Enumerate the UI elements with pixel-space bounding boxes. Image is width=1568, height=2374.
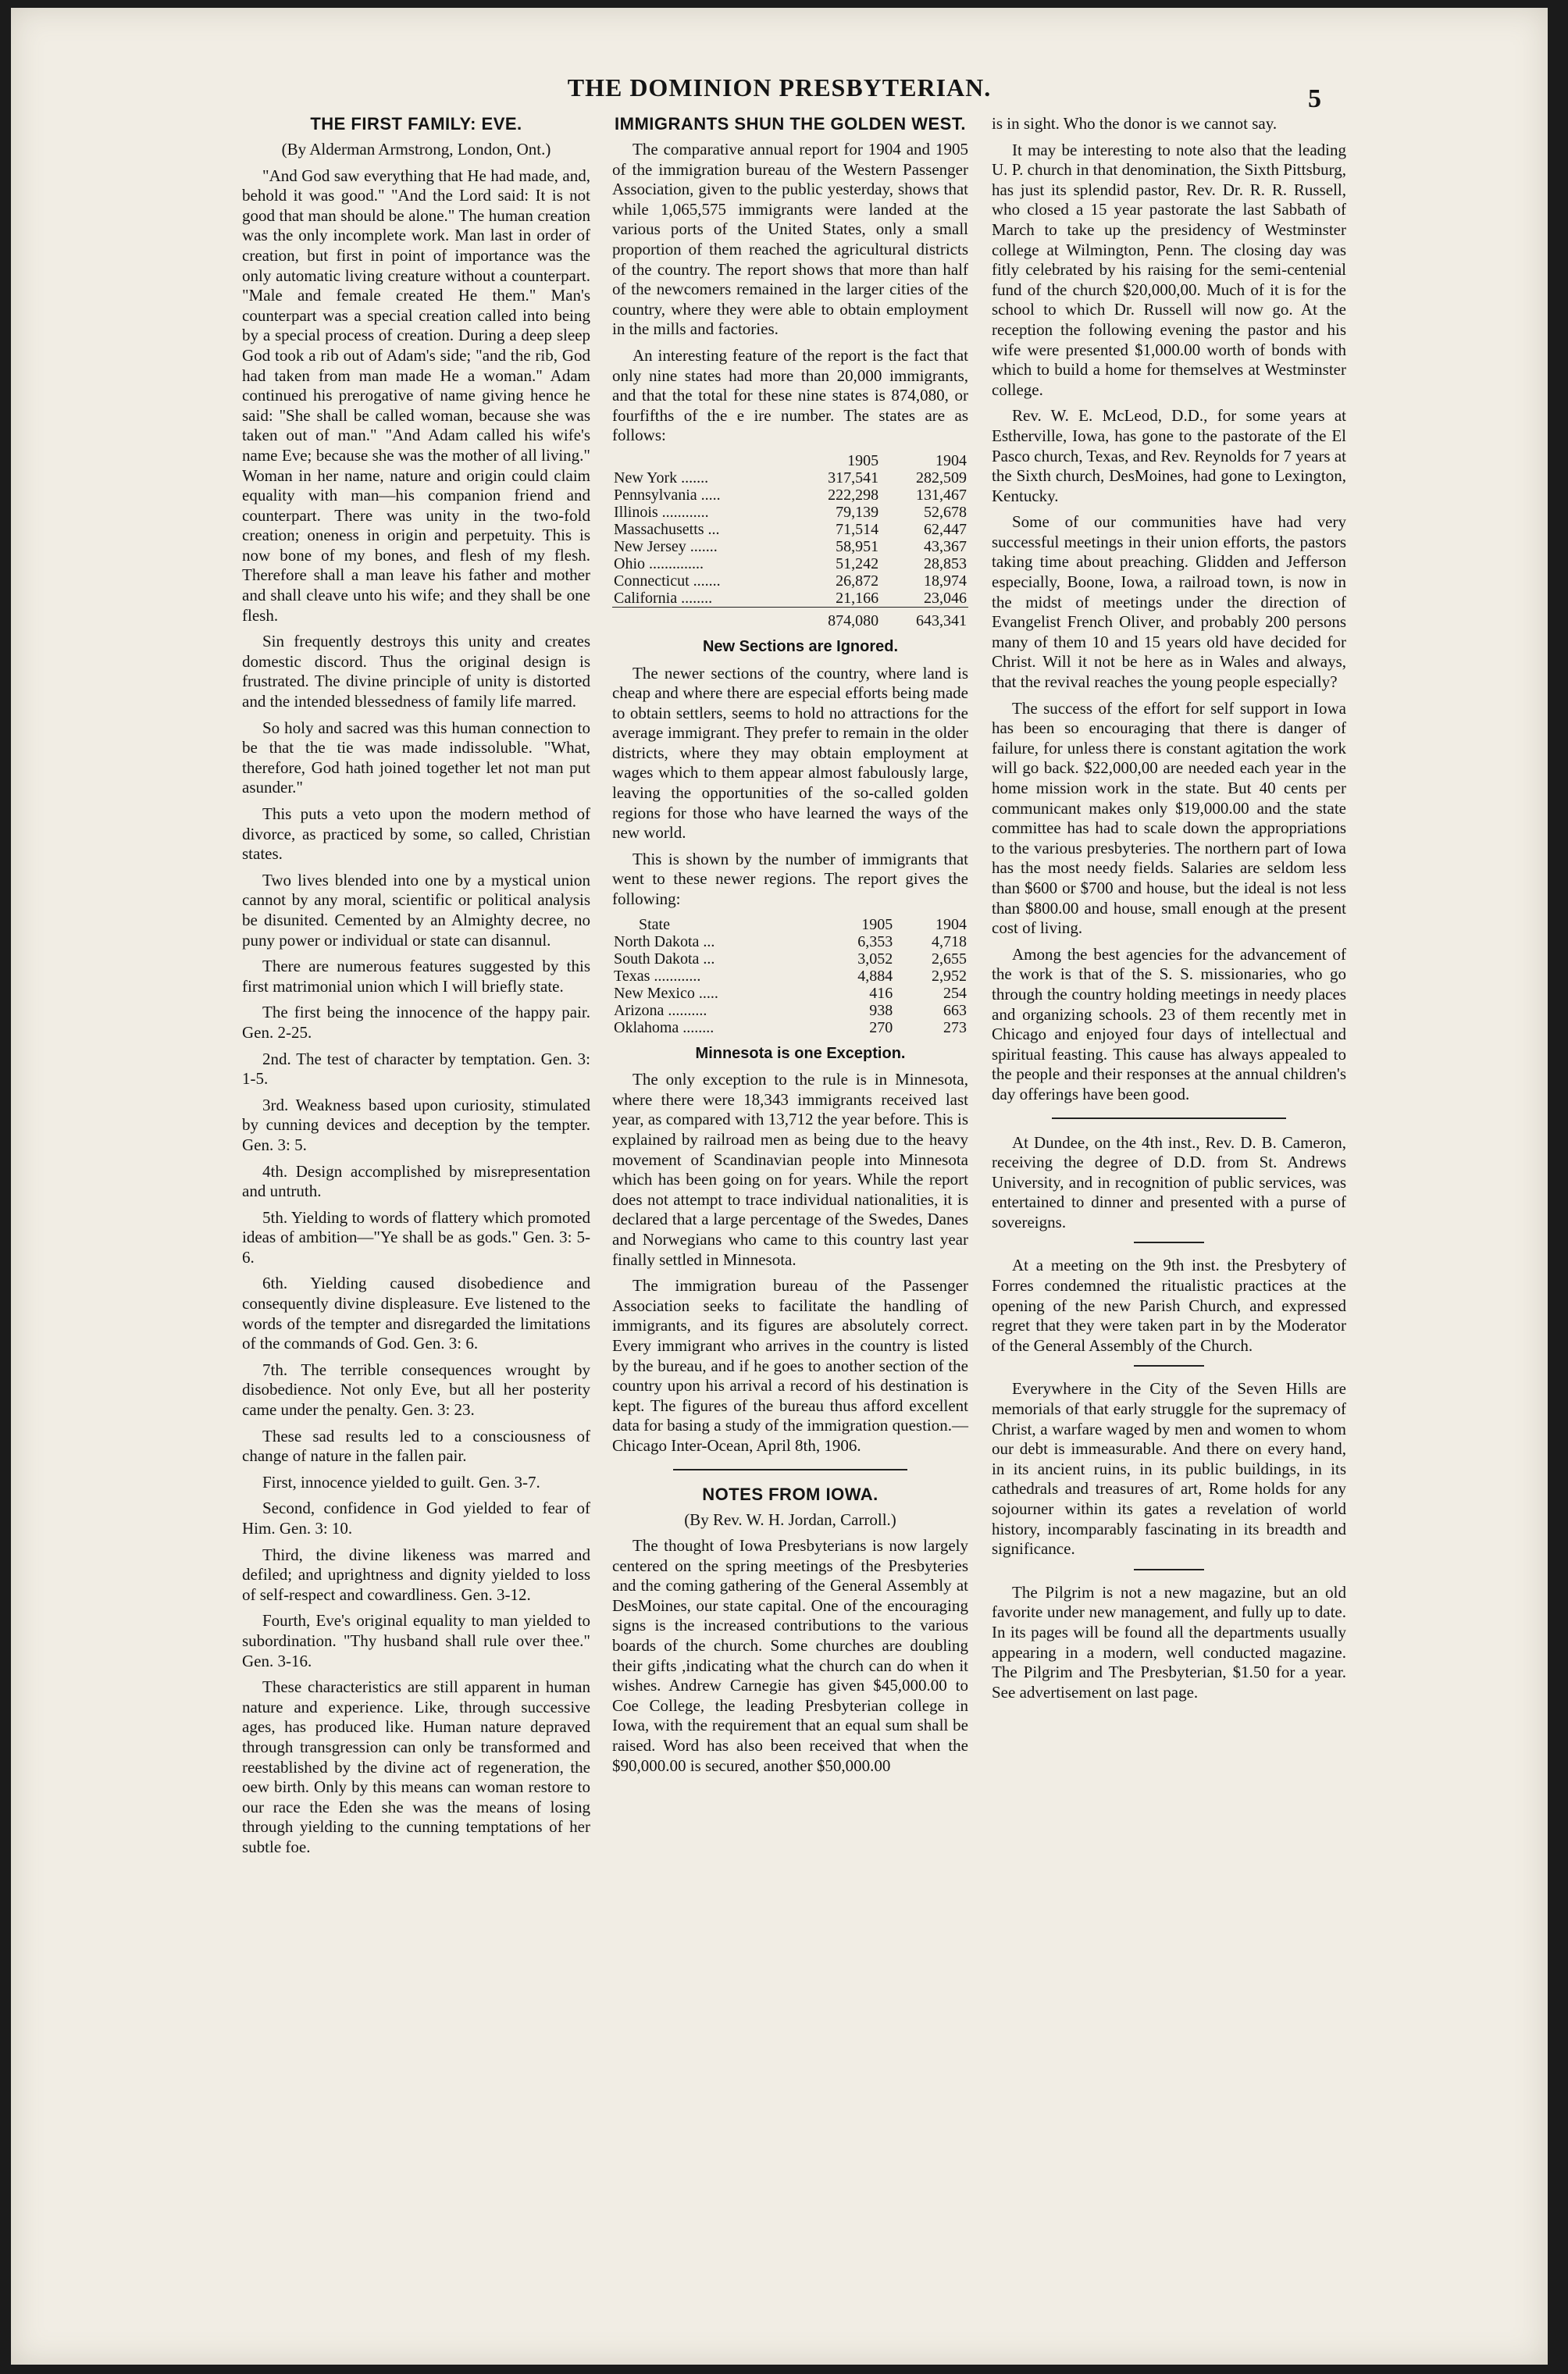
value-cell: 273: [943, 1018, 967, 1036]
table-row: [612, 950, 968, 968]
article-title-immigrants: IMMIGRANTS SHUN THE GOLDEN WEST.: [615, 114, 966, 134]
value-cell: 71,514: [836, 520, 879, 538]
paragraph: Second, confidence in God yielded to fear of Him. Gen. 3: 10.: [242, 1499, 590, 1538]
paragraph: The immigration bureau of the Passenger Association seeks to facilitate the handling of immigrants, and its figures are absolutely correct. Every immigrant who arrives in the country is listed by the bureau, and if he goes to another section of the country upon his arrival a record of his destination is kept. The figures of the bureau thus afford excellent data for basing a study of the immigration question.—Chicago Inter-Ocean, April 8th, 1906.: [612, 1276, 968, 1455]
value-cell: 79,139: [836, 503, 879, 521]
value-cell: 21,166: [836, 589, 879, 607]
table-header-cell: 1904: [935, 915, 967, 933]
paragraph: 5th. Yielding to words of flattery which promoted ideas of ambition—"Ye shall be as gods." Gen. 3: 5-6.: [242, 1207, 590, 1267]
paragraph: "And God saw everything that He had made, and, behold it was good." "And the Lord said: It is not good that man should be alone." The human creation was the only incomplete work. Man last in order of creation, but first in point of importance was the only automatic living creature without a counterpart. "Male and female created He them." Man's counterpart was a special creation called into being by a special process of creation. During a deep sleep God took a rib out of Adam's side; "and the rib, God had taken from man made He a woman." Adam continued his prerogative of name giving hence he said: "She shall be called woman, because she was taken out of man." "And Adam called his wife's name Eve; because she was the mother of all living." Woman in her name, nature and origin could claim equality with man—his companion friend and counterpart. There was unity in the two-fold creation; oneness in origin and perpetuity. This is now bone of my bones, and flesh of my flesh. Therefore shall a man leave his father and mother and shall cleave unto his wife; and they shall be one flesh.: [242, 166, 590, 625]
immigration-table-new-regions: [612, 916, 968, 1036]
total-cell: 874,080: [792, 607, 880, 629]
paragraph: Among the best agencies for the advancement of the work is that of the S. S. missionaries, who go through the country holding meetings in needy places and organizing schools. 23 of them recently met in Chicago and enjoyed four days of intellectual and spiritual feasting. This cause has always appealed to the people and their responses at the annual children's day offerings have been good.: [992, 944, 1346, 1103]
paragraph: At a meeting on the 9th inst. the Presbytery of Forres condemned the ritualistic practices at the opening of the new Parish Church, and expressed regret that they were taken part in by the Moderator of the General Assembly of the Church.: [992, 1256, 1346, 1355]
value-cell: 270: [869, 1018, 893, 1036]
divider: [1134, 1242, 1204, 1243]
value-cell: 4,718: [932, 932, 967, 950]
state-cell: North Dakota ...: [614, 932, 715, 950]
table-header-row: [612, 452, 968, 469]
paragraph: The thought of Iowa Presbyterians is now largely centered on the spring meetings of the Presbyteries and the coming gathering of the General Assembly at DesMoines, our state capital. One of the encouraging signs is the increased contributions to the various boards of the church. Some churches are doubling their gifts ,indicating what the church can do when it wishes. Andrew Carnegie has given $45,000.00 to Coe College, the leading Presbyterian college in Iowa, with the requirement that an equal sum shall be raised. Word has also been received that when the $90,000.00 is secured, another $50,000.00: [612, 1536, 968, 1775]
table-row: [612, 504, 968, 521]
column-2: [612, 114, 968, 1782]
value-cell: 131,467: [916, 486, 967, 504]
table-row: [612, 1019, 968, 1036]
immigration-table-states: [612, 452, 968, 629]
byline-armstrong: (By Alderman Armstrong, London, Ont.): [281, 140, 551, 159]
value-cell: 282,509: [916, 469, 967, 487]
article-title-notes-iowa: NOTES FROM IOWA.: [702, 1484, 878, 1504]
table-row: [612, 487, 968, 504]
value-cell: 2,655: [932, 950, 967, 968]
table-header-cell: 1904: [935, 451, 967, 469]
paragraph: 6th. Yielding caused disobedience and consequently divine displeasure. Eve listened to the words of the tempter and disregarded the limitations of the commands of God. Gen. 3: 6.: [242, 1274, 590, 1353]
value-cell: 18,974: [924, 572, 967, 590]
state-cell: Illinois ............: [614, 503, 709, 521]
paragraph: 3rd. Weakness based upon curiosity, stimulated by cunning devices and deception by the tempter. Gen. 3: 5.: [242, 1095, 590, 1154]
state-cell: Oklahoma ........: [614, 1018, 715, 1036]
paragraph: The newer sections of the country, where land is cheap and where there are especial efforts being made to obtain settlers, seems to hold no attractions for the average immigrant. They prefer to remain in the older districts, where they may obtain employment at wages which to them appear almost fabulously large, leaving the opportunities of the so-called golden regions for those who have learned the ways of the new world.: [612, 663, 968, 843]
state-cell: New Jersey .......: [614, 537, 718, 555]
state-cell: South Dakota ...: [614, 950, 715, 968]
paragraph: This puts a veto upon the modern method of divorce, as practiced by some, so called, Christian states.: [242, 804, 590, 864]
masthead: THE DOMINION PRESBYTERIAN.: [567, 73, 992, 102]
paragraph: 7th. The terrible consequences wrought by disobedience. Not only Eve, but all her posterity came under the penalty. Gen. 3: 23.: [242, 1360, 590, 1420]
paragraph: The comparative annual report for 1904 and 1905 of the immigration bureau of the Western Passenger Association, given to the public yesterday, shows that while 1,065,575 immigrants were landed at the various ports of the United States, only a small proportion of them reached the agricultural districts of the country. The report shows that more than half of the newcomers remained in the larger cities of the country, where they were able to obtain employment in the mills and factories.: [612, 140, 968, 339]
divider: [1052, 1117, 1286, 1119]
value-cell: 3,052: [857, 950, 893, 968]
column-3: [992, 114, 1346, 1709]
value-cell: 62,447: [924, 520, 967, 538]
value-cell: 28,853: [924, 554, 967, 572]
value-cell: 317,541: [828, 469, 879, 487]
paragraph: Sin frequently destroys this unity and creates domestic discord. Thus the original design is frustrated. The divine principle of unity is distorted and the intended blessedness of family life marred.: [242, 632, 590, 711]
table-row: [612, 985, 968, 1002]
value-cell: 416: [869, 984, 893, 1002]
value-cell: 2,952: [932, 967, 967, 985]
table-row: [612, 555, 968, 572]
article-title-first-family: THE FIRST FAMILY: EVE.: [310, 114, 522, 134]
paragraph: At Dundee, on the 4th inst., Rev. D. B. Cameron, receiving the degree of D.D. from St. Andrews University, and in recognition of public services, was entertained to dinner and presented with a purse of sovereigns.: [992, 1132, 1346, 1232]
table-row: [612, 590, 968, 608]
state-cell: Ohio ..............: [614, 554, 704, 572]
table-header-row: [612, 916, 968, 933]
value-cell: 51,242: [836, 554, 879, 572]
paragraph: This is shown by the number of immigrants that went to these newer regions. The report gives the following:: [612, 849, 968, 909]
paragraph: Some of our communities have had very successful meetings in their union efforts, the pastors taking time about preaching. Glidden and Jefferson especially, Boone, Iowa, a railroad town, is now in the midst of meetings under the direction of Evangelist French Oliver, and probably 200 persons many of them 10 and 15 years old have decided for Christ. Will it not be here as in Wales and always, that the revival reaches the young people especially?: [992, 512, 1346, 692]
paragraph: It may be interesting to note also that the leading U. P. church in that denomination, the Sixth Pittsburg, has just its splendid pastor, Rev. Dr. R. R. Russell, who closed a 15 year pastorate the last Sabbath of March to take up the presidency of Westminster college at Wilmington, Penn. The closing day was fitly celebrated by his raising for the semi-centenial fund of the church $20,000,00. Much of it is for the school to which Dr. Russell will now go. At the reception the following evening the pastor and his wife were presented $1,000.00 worth of bonds with which to build a home for themselves at Westminster college.: [992, 140, 1346, 399]
paragraph: Everywhere in the City of the Seven Hills are memorials of that early struggle for the supremacy of Christ, a warfare waged by men and women to whom our debt is immeasurable. And there on every hand, in its ancient ruins, in its public buildings, in its cathedrals and treasures of art, Rome holds for any sojourner within its gates a revelation of world history, incomparably fascinating in its breadth and significance.: [992, 1379, 1346, 1559]
state-cell: Texas ............: [614, 967, 701, 985]
state-cell: Pennsylvania .....: [614, 486, 721, 504]
table-row: [612, 572, 968, 590]
paragraph: 2nd. The test of character by temptation. Gen. 3: 1-5.: [242, 1049, 590, 1089]
divider: [1134, 1569, 1204, 1570]
byline-jordan: (By Rev. W. H. Jordan, Carroll.): [684, 1510, 896, 1529]
table-total-row: [612, 607, 968, 629]
divider: [1134, 1365, 1204, 1367]
value-cell: 663: [943, 1001, 967, 1019]
paragraph: is in sight. Who the donor is we cannot say.: [992, 114, 1278, 133]
paragraph: First, innocence yielded to guilt. Gen. 3-7.: [262, 1472, 540, 1492]
newspaper-page: [11, 8, 1548, 2365]
paragraph: The only exception to the rule is in Minnesota, where there were 18,343 immigrants received last year, as compared with 13,712 the year before. This is explained by railroad men as being due to the heavy movement of Scandinavian people into Minnesota which has been going on for years. While the report does not attempt to trace individual nationalities, it is declared that a large percentage of the Swedes, Danes and Norwegians who came to this country last year finally settled in Minnesota.: [612, 1070, 968, 1269]
value-cell: 23,046: [924, 589, 967, 607]
table-header-cell: State: [639, 915, 670, 933]
table-row: [612, 933, 968, 950]
state-cell: New Mexico .....: [614, 984, 718, 1002]
paragraph: These characteristics are still apparent in human nature and experience. Like, through successive ages, has produced like. Human nature depraved through transgression can only be transformed and reestablished by the divine act of regeneration, the oew birth. Only by this means can woman restore to our race the Eden she was the means of losing through yielding to the cunning temptations of her subtle foe.: [242, 1677, 590, 1856]
value-cell: 222,298: [828, 486, 879, 504]
table-header-cell: 1905: [847, 451, 879, 469]
paragraph: The first being the innocence of the happy pair. Gen. 2-25.: [242, 1003, 590, 1042]
table-header-cell: 1905: [861, 915, 893, 933]
column-1: [242, 114, 590, 1864]
paragraph: The Pilgrim is not a new magazine, but an old favorite under new management, and fully up to date. In its pages will be found all the departments usually appearing in a modern, well conducted magazine. The Pilgrim and The Presbyterian, $1.50 for a year. See advertisement on last page.: [992, 1582, 1346, 1702]
table-header-cell: [612, 452, 792, 469]
subheading-new-sections: New Sections are Ignored.: [702, 637, 899, 655]
value-cell: 6,353: [857, 932, 893, 950]
table-row: [612, 968, 968, 985]
value-cell: 43,367: [924, 537, 967, 555]
table-row: [612, 1002, 968, 1019]
value-cell: 58,951: [836, 537, 879, 555]
state-cell: California ........: [614, 589, 713, 607]
table-row: [612, 521, 968, 538]
paragraph: 4th. Design accomplished by misrepresentation and untruth.: [242, 1161, 590, 1201]
paragraph: Fourth, Eve's original equality to man yielded to subordination. "Thy husband shall rule over thee." Gen. 3-16.: [242, 1611, 590, 1670]
page-number: 5: [1308, 84, 1321, 113]
paragraph: There are numerous features suggested by this first matrimonial union which I will briefly state.: [242, 957, 590, 996]
paragraph: Rev. W. E. McLeod, D.D., for some years at Estherville, Iowa, has gone to the pastorate of the El Pasco church, Texas, and Rev. Reynolds for 7 years at the Sixth church, DesMoines, had gone to Lexington, Kentucky.: [992, 406, 1346, 505]
subheading-minnesota: Minnesota is one Exception.: [695, 1044, 906, 1062]
state-cell: New York .......: [614, 469, 709, 487]
paragraph: Third, the divine likeness was marred and defiled; and uprightness and dignity yielded to loss of self-respect and cowardliness. Gen. 3-12.: [242, 1545, 590, 1604]
state-cell: Connecticut .......: [614, 572, 721, 590]
paragraph: An interesting feature of the report is the fact that only nine states had more than 20,000 immigrants, and that the total for these nine states is 874,080, or fourfifths of the e ire number. The states are as follows:: [612, 345, 968, 445]
value-cell: 26,872: [836, 572, 879, 590]
state-cell: Arizona ..........: [614, 1001, 707, 1019]
state-cell: Massachusetts ...: [614, 520, 720, 538]
table-row: [612, 469, 968, 487]
divider: [673, 1469, 907, 1470]
paragraph: So holy and sacred was this human connection to be that the tie was made indissoluble. "What, therefore, God hath joined together let not man put asunder.": [242, 718, 590, 797]
total-cell: 643,341: [880, 607, 968, 629]
value-cell: 254: [943, 984, 967, 1002]
value-cell: 4,884: [857, 967, 893, 985]
paragraph: The success of the effort for self support in Iowa has been so encouraging that there is danger of failure, for unless there is constant agitation the work will go back. $22,000,00 are needed each year in the home mission work in the state. But 40 cents per communicant makes only $19,000.00 and the state committee has had to scale down the appropriations to the various presbyteries. The northern part of Iowa has the most needy fields. Salaries are seldom less than $600 or $700 and house, but the ideal is not less than $800.00 and house, small enough at the present cost of living.: [992, 698, 1346, 938]
paragraph: These sad results led to a consciousness of change of nature in the fallen pair.: [242, 1426, 590, 1466]
table-row: [612, 538, 968, 555]
value-cell: 52,678: [924, 503, 967, 521]
paragraph: Two lives blended into one by a mystical union cannot by any moral, scientific or political analysis be disunited. Cemented by an Almighty decree, no puny power or individual or state can disannul.: [242, 870, 590, 950]
value-cell: 938: [869, 1001, 893, 1019]
